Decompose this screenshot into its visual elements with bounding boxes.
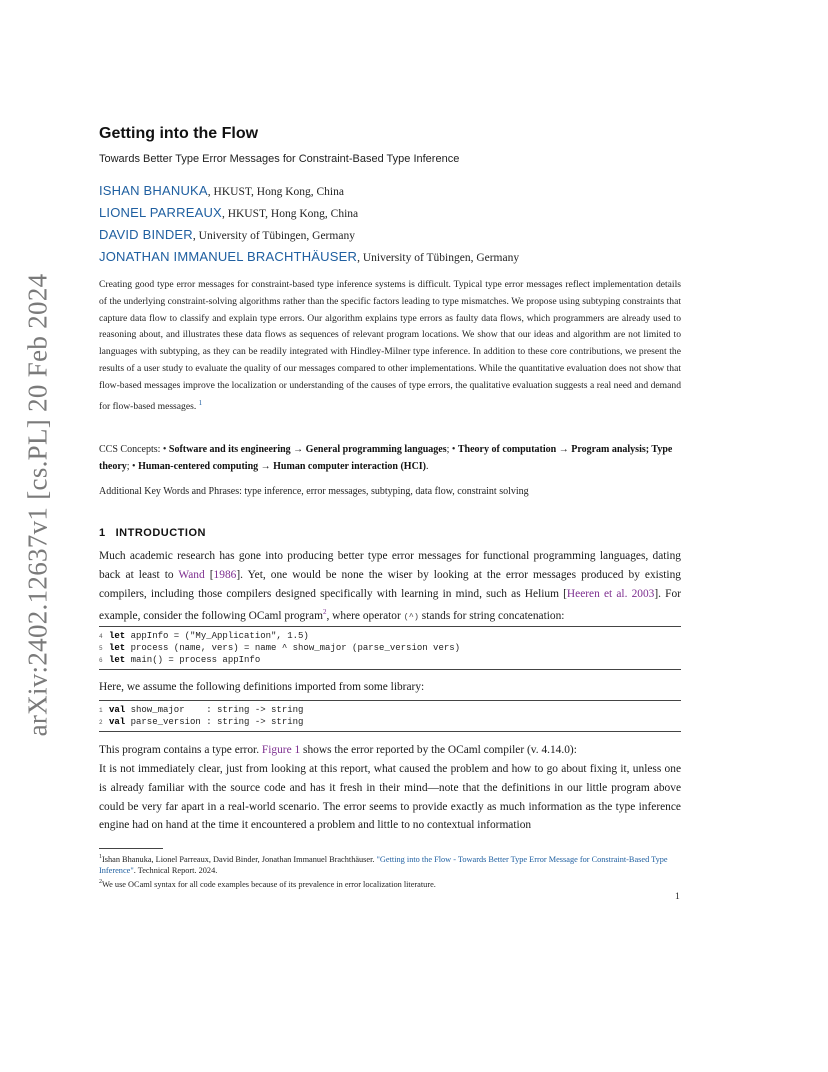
- author-entry: [99, 227, 519, 249]
- author-entry: [99, 249, 519, 271]
- code-keyword: let: [109, 631, 126, 641]
- author-affiliation: , HKUST, Hong Kong, China: [207, 186, 344, 198]
- text-run: This program contains a type error.: [99, 744, 262, 756]
- footnote-ref-1[interactable]: 1: [198, 398, 203, 407]
- ccs-suffix: .: [426, 461, 429, 472]
- ccs-concept-3: Human-centered computing → Human computer interaction (HCI): [138, 461, 427, 472]
- text-run: Much academic research has gone into producing better type error messages for functional programming languages, dating back at least to: [99, 550, 681, 581]
- arxiv-id-text: arXiv:2402.12637v1 [cs.PL] 20 Feb 2024: [22, 273, 53, 737]
- author-entry: [99, 183, 519, 205]
- ccs-prefix: CCS Concepts: •: [99, 444, 169, 455]
- text-run: , where operator: [326, 610, 404, 623]
- citation-link[interactable]: Wand: [178, 568, 205, 581]
- citation-link[interactable]: Heeren et al. 2003: [566, 587, 655, 600]
- author-affiliation: , University of Tübingen, Germany: [357, 252, 520, 264]
- figure-link[interactable]: Figure 1: [261, 744, 301, 756]
- footnote-2: [99, 877, 681, 890]
- author-affiliation: , University of Tübingen, Germany: [192, 230, 355, 242]
- author-list: [99, 183, 519, 271]
- ccs-sep-2: ; •: [126, 461, 139, 472]
- ccs-concept-1: Software and its engineering → General programming languages: [168, 444, 447, 455]
- code-text: process (name, vers) = name ^ show_major (parse_version vers): [125, 643, 461, 653]
- footnote-text: We use OCaml syntax for all code examples because of its prevalence in error localization literature.: [102, 879, 436, 889]
- author-name: DAVID BINDER: [99, 227, 193, 242]
- paragraph-analysis: It is not immediately clear, just from looking at this report, what caused the problem and how to go about fixing it, unless one is already familiar with the source code and has it fresh in their mind—note that the definitions in our little program above could be very far apart in a real-world scenario. The error seems to provide exactly as much information as the type inference engine had on hand at the time it encountered a problem and little to no contextual information: [99, 763, 681, 832]
- code-keyword: val: [109, 705, 126, 715]
- line-number: 5: [99, 645, 103, 652]
- code-line: [99, 704, 681, 716]
- paper-title: Getting into the Flow: [99, 125, 259, 142]
- line-number: 6: [99, 657, 103, 664]
- code-keyword: val: [109, 717, 126, 727]
- author-affiliation: , HKUST, Hong Kong, China: [221, 208, 359, 220]
- ccs-concept-2: Theory of computation → Program analysis; Type theory: [99, 444, 673, 472]
- footnote-ref-2[interactable]: 2: [322, 608, 327, 617]
- keywords: Additional Key Words and Phrases: type inference, error messages, subtyping, data flow, constraint solving: [99, 486, 529, 497]
- inline-code: (^): [403, 612, 419, 623]
- author-entry: [99, 205, 519, 227]
- code-text: show_major : string -> string: [125, 705, 304, 715]
- footnote-text: Ishan Bhanuka, Lionel Parreaux, David Binder, Jonathan Immanuel Brachthäuser.: [102, 854, 377, 864]
- citation-link[interactable]: 1986: [213, 568, 237, 581]
- author-name: LIONEL PARREAUX: [99, 205, 222, 220]
- ccs-concepts: [99, 441, 681, 475]
- code-keyword: let: [109, 643, 126, 653]
- code-text: parse_version : string -> string: [125, 717, 304, 727]
- author-name: ISHAN BHANUKA: [99, 183, 208, 198]
- text-run: stands for string concatenation:: [418, 610, 565, 623]
- footnote-link[interactable]: "Getting into the Flow - Towards Better Type Error Message for Constraint-Based Type Inference": [99, 854, 668, 876]
- intro-paragraph: [99, 547, 681, 627]
- text-run: ]. For example, consider the following OCaml program: [99, 587, 682, 623]
- section-number: 1: [99, 527, 106, 539]
- footnote-mark: 1: [99, 854, 102, 860]
- paragraph-definitions: Here, we assume the following definitions imported from some library:: [99, 681, 425, 693]
- page-number: 1: [675, 892, 680, 902]
- code-text: appInfo = ("My_Application", 1.5): [125, 631, 309, 641]
- code-line: [99, 716, 681, 728]
- footnote-mark: 2: [99, 878, 102, 885]
- paper-subtitle: Towards Better Type Error Messages for Constraint-Based Type Inference: [99, 153, 460, 165]
- footnote-text: . Technical Report. 2024.: [133, 866, 218, 876]
- code-keyword: let: [109, 655, 126, 665]
- footnote-divider: [99, 848, 163, 849]
- section-title: INTRODUCTION: [115, 527, 206, 539]
- arxiv-side-stamp: [18, 273, 58, 737]
- footnote-1: [99, 852, 681, 877]
- abstract-text: Creating good type error messages for constraint-based type inference systems is difficult. Typical type error messages reflect implementation details of the underlying constraint-solving algorithms rather than the specific factors leading to type mismatches. We propose using subtyping constraints that capture data flow to classify and explain type errors. Our algorithm explains type errors as faulty data flows, which programmers are already used to reasoning about, and illustrates these data flows as sequences of relevant program locations. We show that our ideas and algorithm are not limited to languages with subtyping, as they can be readily integrated with Hindley-Milner type inference. In addition to these core contributions, we present the results of a user study to evaluate the quality of our messages compared to other implementations. While the quantitative evaluation does not show that flow-based messages improve the localization or understanding of the causes of type errors, the qualitative evaluation suggests a real need and demand for flow-based messages.: [99, 279, 681, 412]
- code-text: main() = process appInfo: [125, 655, 261, 665]
- section-heading: [99, 527, 206, 539]
- abstract: [99, 277, 681, 416]
- line-number: 1: [99, 707, 103, 714]
- author-name: JONATHAN IMMANUEL BRACHTHÄUSER: [99, 249, 358, 264]
- line-number: 4: [99, 633, 103, 640]
- footnotes: [99, 852, 681, 890]
- text-run: ]. Yet, one would be none the wiser by looking at the error messages produced by existing compilers, including those compilers designed specifically with learning in mind, such as Helium [: [99, 568, 681, 600]
- code-listing-library: [99, 700, 681, 732]
- paragraph-error-intro: [99, 741, 681, 760]
- code-line: [99, 642, 681, 654]
- code-line: [99, 654, 681, 666]
- text-run: shows the error reported by the OCaml compiler (v. 4.14.0):: [300, 744, 577, 756]
- ccs-sep-1: ; •: [446, 444, 458, 455]
- line-number: 2: [99, 719, 103, 726]
- text-run: [: [204, 568, 214, 581]
- code-line: [99, 630, 681, 642]
- code-listing-program: [99, 626, 681, 670]
